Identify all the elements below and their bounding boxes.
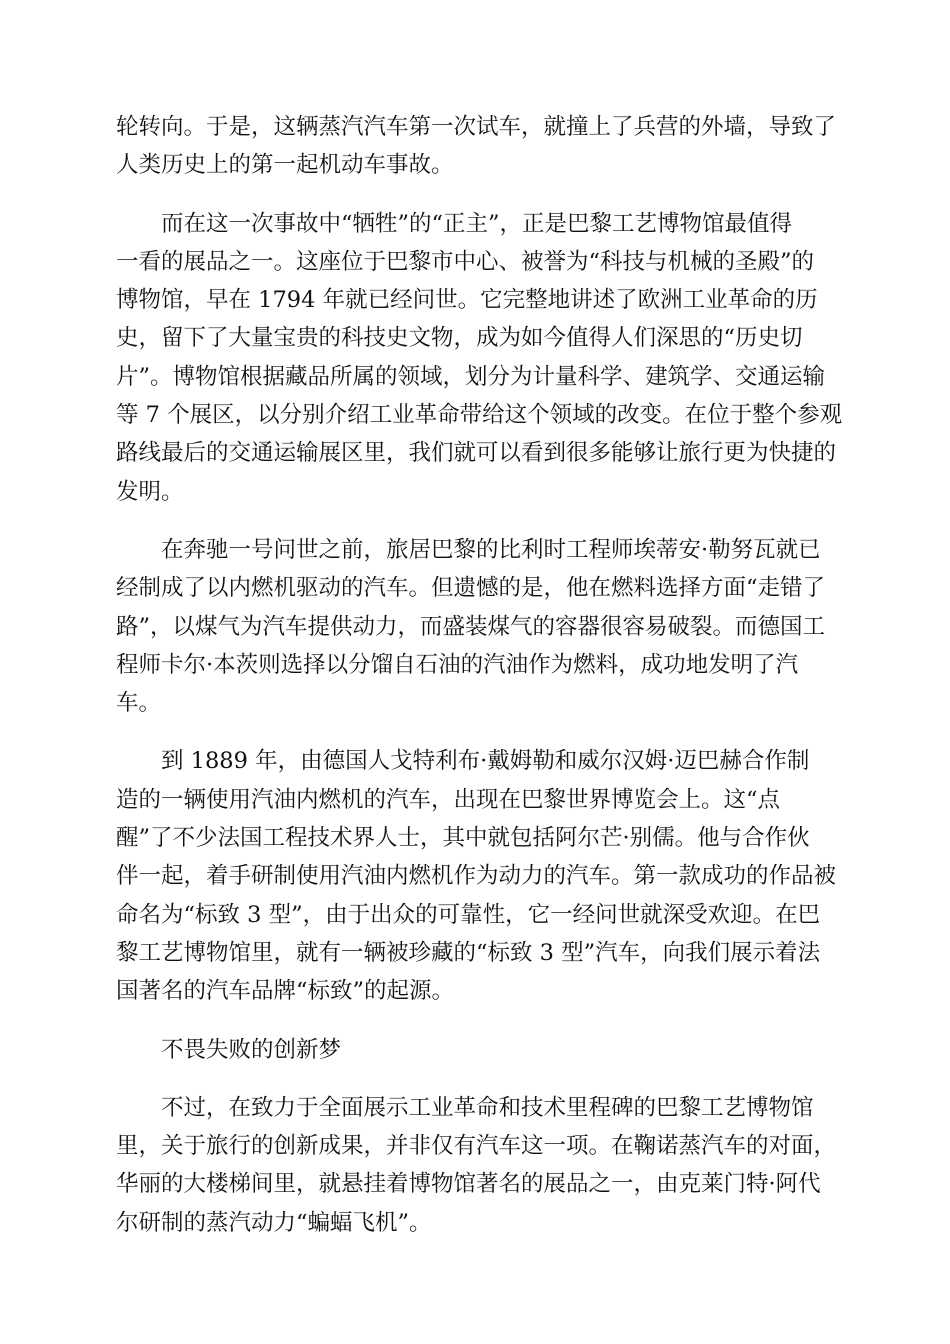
text-line: 车。: [116, 690, 162, 717]
text-line: 到 1889 年，由德国人戈特利布·戴姆勒和威尔汉姆·迈巴赫合作制: [116, 748, 810, 775]
paragraph-5: [116, 1089, 836, 1242]
text-line: 黎工艺博物馆里，就有一辆被珍藏的“标致 3 型”汽车，向我们展示着法: [116, 939, 821, 966]
text-line: 造的一辆使用汽油内燃机的汽车，出现在巴黎世界博览会上。这“点: [116, 786, 781, 813]
text-line: 醒”了不少法国工程技术界人士，其中就包括阿尔芒·别儒。他与合作伙: [116, 825, 810, 852]
text-line: 史，留下了大量宝贵的科技史文物，成为如今值得人们深思的“历史切: [116, 325, 803, 352]
paragraph-4: [116, 742, 836, 1010]
text-line: 等 7 个展区，以分别介绍工业革命带给这个领域的改变。在位于整个参观: [116, 402, 843, 429]
text-line: 不过，在致力于全面展示工业革命和技术里程碑的巴黎工艺博物馆: [116, 1094, 814, 1121]
text-line: 片”。博物馆根据藏品所属的领域，划分为计量科学、建筑学、交通运输: [116, 363, 826, 390]
text-line: 一看的展品之一。这座位于巴黎市中心、被誉为“科技与机械的圣殿”的: [116, 248, 815, 275]
text-line: 伴一起，着手研制使用汽油内燃机作为动力的汽车。第一款成功的作品被: [116, 863, 837, 890]
text-line: 路”，以煤气为汽车提供动力，而盛装煤气的容器很容易破裂。而德国工: [116, 613, 826, 640]
text-line: 国著名的汽车品牌“标致”的起源。: [116, 978, 455, 1005]
text-line: 在奔驰一号问世之前，旅居巴黎的比利时工程师埃蒂安·勒努瓦就已: [116, 536, 821, 563]
text-line: 程师卡尔·本茨则选择以分馏自石油的汽油作为燃料，成功地发明了汽: [116, 651, 799, 678]
text-line: 而在这一次事故中“牺牲”的“正主”，正是巴黎工艺博物馆最值得: [116, 210, 793, 237]
paragraph-1: [116, 108, 836, 185]
paragraph-2: [116, 205, 843, 511]
text-line: 路线最后的交通运输展区里，我们就可以看到很多能够让旅行更为快捷的: [116, 440, 837, 467]
section-heading: [116, 1031, 836, 1069]
paragraph-3: [116, 531, 836, 722]
text-line: 发明。: [116, 478, 184, 505]
text-line: 命名为“标致 3 型”，由于出众的可靠性，它一经问世就深受欢迎。在巴: [116, 901, 821, 928]
document-page: [116, 108, 843, 1262]
text-line: 里，关于旅行的创新成果，并非仅有汽车这一项。在鞠诺蒸汽车的对面，: [116, 1133, 837, 1160]
text-line: 华丽的大楼梯间里，就悬挂着博物馆著名的展品之一，由克莱门特·阿代: [116, 1171, 821, 1198]
text-line: 经制成了以内燃机驱动的汽车。但遗憾的是，他在燃料选择方面“走错了: [116, 575, 826, 602]
section-heading-text: 不畏失败的创新梦: [116, 1036, 342, 1063]
text-line: 人类历史上的第一起机动车事故。: [116, 152, 454, 179]
text-line: 尔研制的蒸汽动力“蝙蝠飞机”。: [116, 1209, 432, 1236]
text-line: 轮转向。于是，这辆蒸汽汽车第一次试车，就撞上了兵营的外墙，导致了: [116, 114, 837, 140]
text-line: 博物馆，早在 1794 年就已经问世。它完整地讲述了欧洲工业革命的历: [116, 287, 818, 314]
